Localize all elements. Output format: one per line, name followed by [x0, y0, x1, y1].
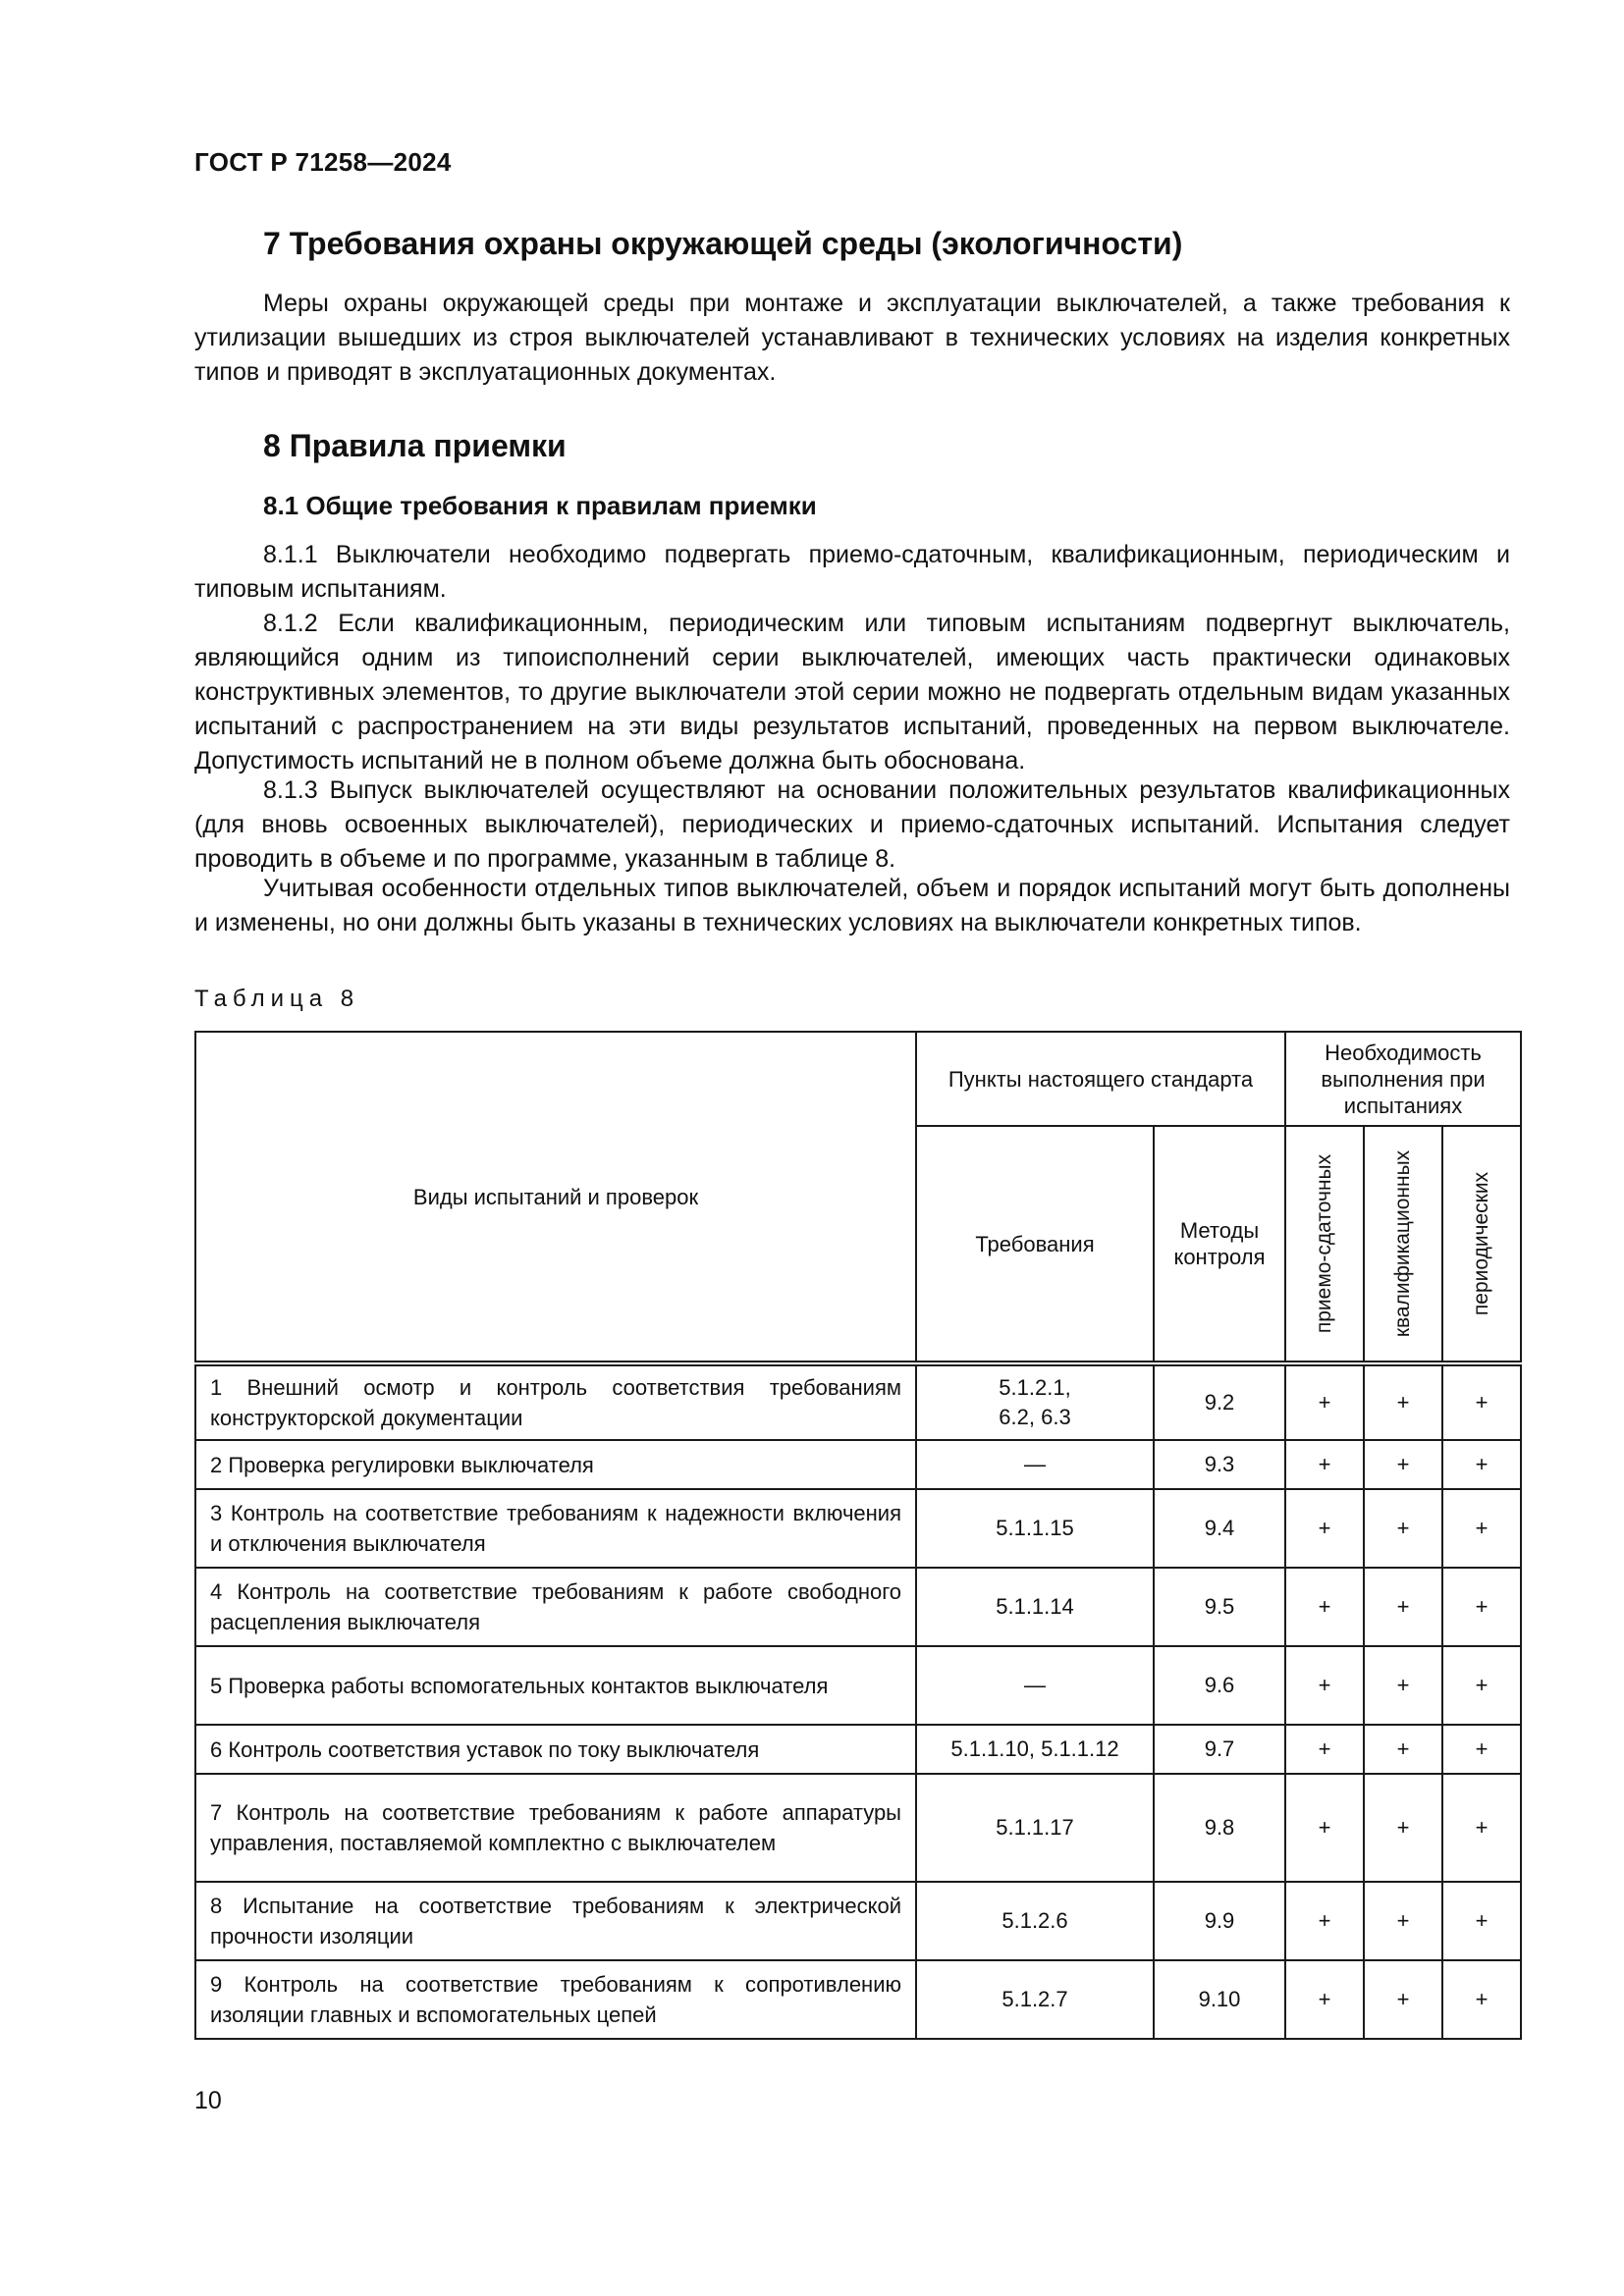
table-row: 6 Контроль соответствия уставок по току выключателя 5.1.1.10, 5.1.1.12 9.7 + + +	[195, 1725, 1521, 1774]
section-8-title: 8 Правила приемки	[263, 428, 567, 463]
header-acceptance: приемо-сдаточных	[1285, 1126, 1364, 1363]
table-row: 2 Проверка регулировки выключателя — 9.3 + + +	[195, 1440, 1521, 1489]
subsection-8-1-title: 8.1 Общие требования к правилам приемки	[263, 491, 817, 520]
page-number: 10	[194, 2087, 222, 2114]
header-methods: Методы контроля	[1154, 1126, 1285, 1363]
header-clauses: Пункты настоящего стандарта	[916, 1032, 1285, 1126]
paragraph-8-1-1: 8.1.1 Выключатели необходимо подвергать приемо-сдаточным, квалификационным, периодическим и типовым испытаниям.	[194, 541, 1510, 603]
table-row: 9 Контроль на соответствие требованиям к сопротивлению изоляции главных и вспомогательных цепей 5.1.2.7 9.10 + + +	[195, 1960, 1521, 2039]
table-row: 8 Испытание на соответствие требованиям к электрической прочности изоляции 5.1.2.6 9.9 + + +	[195, 1882, 1521, 1960]
table-row: 3 Контроль на соответствие требованиям к надежности включения и отключения выключателя 5.1.1.15 9.4 + + +	[195, 1489, 1521, 1568]
table-caption: Таблица 8	[194, 986, 360, 1012]
section-7-title: 7 Требования охраны окружающей среды (экологичности)	[263, 226, 1183, 261]
table-row: 7 Контроль на соответствие требованиям к работе аппаратуры управления, поставляемой комплектно с выключателем 5.1.1.17 9.8 + + +	[195, 1774, 1521, 1882]
header-necessity: Необходимость выполнения при испытаниях	[1285, 1032, 1521, 1126]
paragraph-8-1-2: 8.1.2 Если квалификационным, периодическим или типовым испытаниям подвергнут выключатель, являющийся одним из типоисполнений серии выключателей, имеющих часть практически одинаковых конструктивных элементов, то другие выключатели этой серии можно не подвергать отдельным видам указанных испытаний с распространением на эти виды результатов испытаний, проведенных на первом выключателе. Допустимость испытаний не в полном объеме должна быть обоснована.	[194, 610, 1510, 774]
header-qualification: квалификационных	[1364, 1126, 1442, 1363]
paragraph-8-1-3: 8.1.3 Выпуск выключателей осуществляют на основании положительных результатов квалификационных (для вновь освоенных выключателей), периодических и приемо-сдаточных испытаний. Испытания следует проводить в объеме и по программе, указанным в таблице 8.	[194, 776, 1510, 873]
section-7-paragraph: Меры охраны окружающей среды при монтаже и эксплуатации выключателей, а также требования к утилизации вышедших из строя выключателей устанавливают в технических условиях на изделия конкретных типов и приводят в эксплуатационных документах.	[194, 290, 1510, 386]
table-row: 5 Проверка работы вспомогательных контактов выключателя — 9.6 + + +	[195, 1646, 1521, 1725]
header-requirements: Требования	[916, 1126, 1154, 1363]
standard-code: ГОСТ Р 71258—2024	[194, 147, 452, 177]
table-row: 4 Контроль на соответствие требованиям к работе свободного расцепления выключателя 5.1.1.14 9.5 + + +	[195, 1568, 1521, 1646]
table-row: 1 Внешний осмотр и контроль соответствия требованиям конструкторской документации 5.1.2.1, 6.2, 6.3 9.2 + + +	[195, 1363, 1521, 1440]
header-periodic: периодических	[1442, 1126, 1521, 1363]
paragraph-extra: Учитывая особенности отдельных типов выключателей, объем и порядок испытаний могут быть дополнены и изменены, но они должны быть указаны в технических условиях на выключатели конкретных типов.	[194, 875, 1510, 936]
header-kinds: Виды испытаний и проверок	[195, 1032, 916, 1363]
table-8	[194, 1031, 1522, 2040]
